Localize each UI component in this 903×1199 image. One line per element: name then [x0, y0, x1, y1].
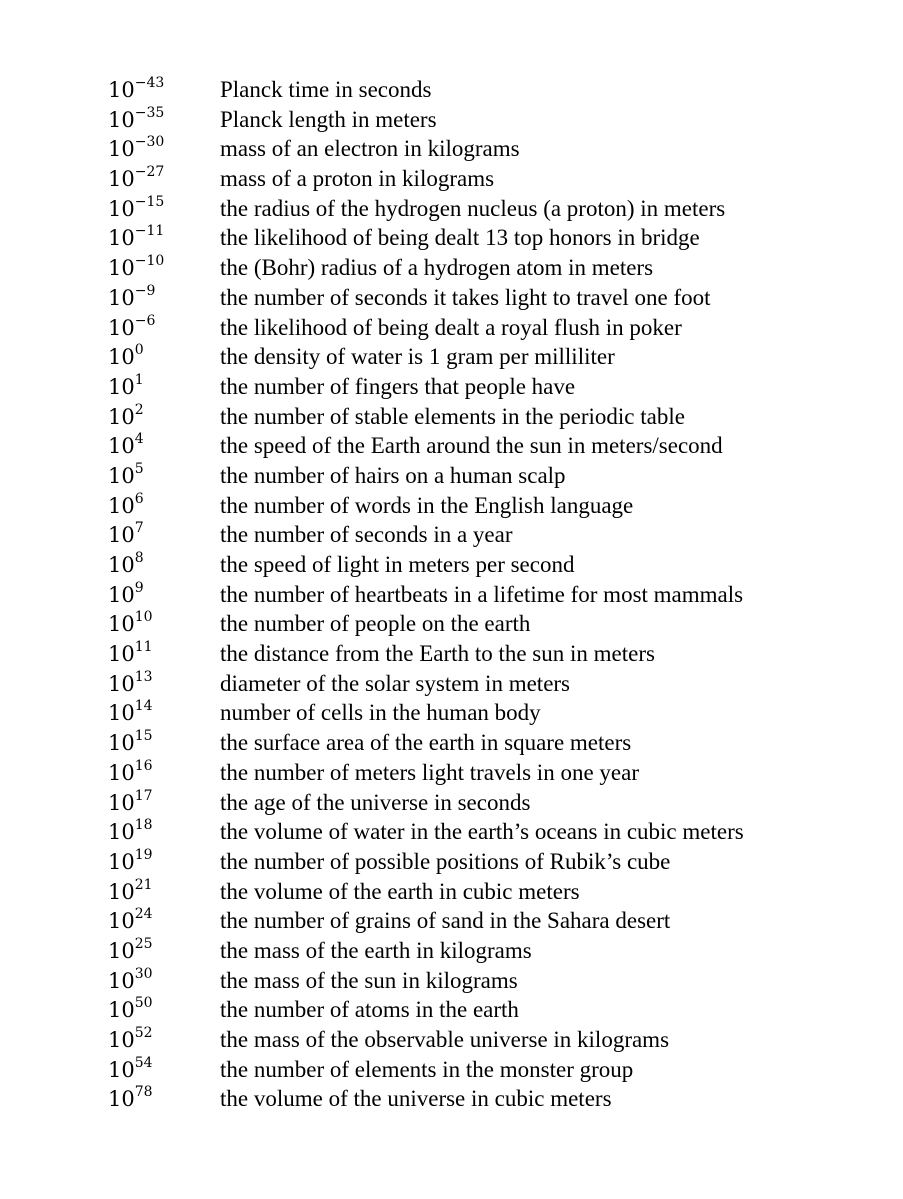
power-base: 10	[108, 167, 135, 192]
power-of-ten	[108, 967, 220, 997]
description: the mass of the observable universe in kilograms	[220, 1027, 670, 1052]
list-item	[108, 966, 888, 996]
power-of-ten	[108, 284, 220, 314]
description: Planck time in seconds	[220, 77, 432, 102]
power-exponent: −43	[134, 75, 165, 91]
list-item	[108, 877, 888, 907]
description: the number of hairs on a human scalp	[220, 462, 566, 488]
power-base: 10	[108, 879, 135, 904]
description: the number of people on the earth	[220, 611, 531, 637]
power-exponent: 10	[134, 609, 153, 626]
power-base: 10	[108, 345, 135, 370]
list-item	[108, 75, 888, 105]
power-base: 10	[108, 820, 135, 845]
power-base: 10	[108, 196, 135, 221]
power-of-ten	[108, 224, 220, 254]
description: the distance from the Earth to the sun in meters	[220, 641, 655, 667]
power-base: 10	[108, 553, 135, 577]
power-of-ten	[108, 1026, 220, 1056]
power-of-ten	[108, 521, 220, 551]
list-item	[108, 461, 888, 491]
list-item	[108, 223, 888, 253]
power-exponent: 5	[134, 460, 144, 477]
list-item	[108, 580, 888, 610]
power-base: 10	[108, 671, 135, 696]
list-item	[108, 817, 888, 847]
description: mass of a proton in kilograms	[220, 166, 495, 192]
power-base: 10	[108, 107, 135, 132]
power-of-ten	[108, 432, 220, 462]
power-of-ten	[108, 165, 220, 195]
description: the number of words in the English language	[220, 492, 634, 518]
power-base: 10	[108, 493, 135, 518]
power-exponent: 1	[134, 371, 144, 388]
description: Planck length in meters	[220, 106, 437, 132]
power-of-ten	[108, 759, 220, 789]
powers-of-ten-list	[108, 75, 888, 1114]
list-item	[108, 758, 888, 788]
list-item	[108, 1055, 888, 1085]
power-of-ten	[108, 937, 220, 967]
list-item	[108, 342, 888, 372]
list-item	[108, 402, 888, 432]
power-base: 10	[108, 968, 135, 993]
list-item	[108, 134, 888, 164]
description: the mass of the earth in kilograms	[220, 937, 532, 963]
power-of-ten	[108, 699, 220, 729]
power-exponent: −15	[134, 193, 165, 210]
power-base: 10	[108, 78, 135, 102]
description: the number of grains of sand in the Sahara desert	[220, 908, 671, 934]
description: the volume of the earth in cubic meters	[220, 878, 580, 904]
list-item	[108, 194, 888, 224]
description: the volume of water in the earth’s oceans in cubic meters	[220, 819, 744, 845]
power-base: 10	[108, 315, 135, 340]
power-base: 10	[108, 790, 135, 815]
list-item	[108, 313, 888, 343]
power-base: 10	[108, 642, 135, 667]
description: the number of stable elements in the periodic table	[220, 403, 685, 429]
description: the number of elements in the monster group	[220, 1056, 634, 1082]
power-base: 10	[108, 1028, 135, 1052]
power-of-ten	[108, 818, 220, 848]
description: the mass of the sun in kilograms	[220, 967, 518, 993]
power-exponent: 11	[134, 639, 153, 656]
power-exponent: 54	[134, 1054, 153, 1071]
list-item	[108, 906, 888, 936]
power-exponent: 78	[134, 1084, 153, 1101]
power-exponent: −30	[134, 134, 165, 151]
power-base: 10	[108, 404, 135, 429]
power-exponent: 21	[134, 876, 153, 893]
power-exponent: 30	[134, 965, 153, 982]
power-exponent: −11	[134, 223, 165, 240]
list-item	[108, 936, 888, 966]
power-of-ten	[108, 403, 220, 433]
power-of-ten	[108, 848, 220, 878]
power-of-ten	[108, 343, 220, 373]
description: the number of seconds in a year	[220, 522, 513, 548]
power-exponent: 52	[134, 1025, 153, 1041]
power-base: 10	[108, 137, 135, 162]
power-base: 10	[108, 612, 135, 637]
power-base: 10	[108, 434, 135, 459]
power-of-ten	[108, 640, 220, 670]
power-exponent: −10	[134, 253, 165, 270]
power-exponent: 4	[134, 431, 144, 448]
power-base: 10	[108, 909, 135, 934]
power-base: 10	[108, 701, 135, 726]
power-of-ten	[108, 551, 220, 581]
list-item	[108, 1084, 888, 1114]
power-exponent: 13	[134, 668, 153, 685]
description: number of cells in the human body	[220, 700, 541, 726]
power-base: 10	[108, 582, 135, 607]
power-exponent: −27	[134, 164, 165, 181]
power-of-ten	[108, 76, 220, 106]
power-exponent: 15	[134, 728, 153, 745]
list-item	[108, 698, 888, 728]
list-item	[108, 372, 888, 402]
list-item	[108, 491, 888, 521]
power-exponent: 8	[134, 550, 144, 566]
description: the likelihood of being dealt a royal flush in poker	[220, 314, 682, 340]
list-item	[108, 431, 888, 461]
power-of-ten	[108, 1085, 220, 1115]
list-item	[108, 847, 888, 877]
power-exponent: 2	[134, 401, 144, 418]
power-of-ten	[108, 314, 220, 344]
description: the number of atoms in the earth	[220, 997, 519, 1023]
list-item	[108, 639, 888, 669]
list-item	[108, 788, 888, 818]
list-item	[108, 283, 888, 313]
power-exponent: 50	[134, 995, 153, 1012]
description: the volume of the universe in cubic meters	[220, 1086, 612, 1112]
description: the radius of the hydrogen nucleus (a proton) in meters	[220, 195, 726, 221]
power-base: 10	[108, 226, 135, 251]
power-of-ten	[108, 729, 220, 759]
power-of-ten	[108, 373, 220, 403]
power-base: 10	[108, 256, 135, 281]
power-of-ten	[108, 254, 220, 284]
description: the density of water is 1 gram per milliliter	[220, 344, 615, 370]
power-base: 10	[108, 998, 135, 1023]
power-exponent: 7	[134, 520, 144, 537]
list-item	[108, 669, 888, 699]
power-exponent: 0	[134, 342, 144, 359]
description: the number of fingers that people have	[220, 373, 576, 399]
power-exponent: 9	[134, 579, 144, 596]
list-item	[108, 253, 888, 283]
list-item	[108, 550, 888, 580]
power-of-ten	[108, 135, 220, 165]
description: the (Bohr) radius of a hydrogen atom in meters	[220, 255, 654, 281]
power-of-ten	[108, 610, 220, 640]
power-exponent: 25	[134, 935, 153, 952]
power-exponent: 16	[134, 757, 153, 774]
power-base: 10	[108, 1057, 135, 1082]
description: mass of an electron in kilograms	[220, 136, 520, 162]
power-of-ten	[108, 1056, 220, 1086]
power-base: 10	[108, 374, 135, 399]
description: the speed of light in meters per second	[220, 552, 575, 577]
power-exponent: 19	[134, 846, 153, 863]
power-of-ten	[108, 789, 220, 819]
power-base: 10	[108, 1087, 135, 1112]
power-of-ten	[108, 670, 220, 700]
description: the number of meters light travels in one year	[220, 759, 639, 785]
list-item	[108, 995, 888, 1025]
description: the surface area of the earth in square meters	[220, 730, 632, 756]
list-item	[108, 105, 888, 135]
list-item	[108, 164, 888, 194]
power-exponent: −9	[134, 282, 156, 299]
power-of-ten	[108, 462, 220, 492]
power-of-ten	[108, 106, 220, 136]
power-exponent: −6	[134, 312, 156, 329]
power-base: 10	[108, 285, 135, 310]
power-of-ten	[108, 492, 220, 522]
power-base: 10	[108, 463, 135, 488]
list-item	[108, 609, 888, 639]
power-of-ten	[108, 907, 220, 937]
power-of-ten	[108, 996, 220, 1026]
power-base: 10	[108, 849, 135, 874]
description: the number of seconds it takes light to travel one foot	[220, 284, 711, 310]
power-of-ten	[108, 581, 220, 611]
description: the number of possible positions of Rubik’s cube	[220, 848, 671, 874]
list-item	[108, 728, 888, 758]
power-base: 10	[108, 938, 135, 963]
description: the number of heartbeats in a lifetime for most mammals	[220, 581, 744, 607]
list-item	[108, 520, 888, 550]
power-exponent: 18	[134, 817, 153, 834]
power-base: 10	[108, 523, 135, 548]
power-exponent: 24	[134, 906, 153, 923]
description: diameter of the solar system in meters	[220, 670, 571, 696]
power-of-ten	[108, 878, 220, 908]
power-base: 10	[108, 731, 135, 756]
power-exponent: 17	[134, 787, 153, 804]
description: the speed of the Earth around the sun in meters/second	[220, 433, 723, 459]
description: the likelihood of being dealt 13 top honors in bridge	[220, 225, 700, 251]
description: the age of the universe in seconds	[220, 789, 531, 815]
power-exponent: 14	[134, 698, 153, 715]
power-base: 10	[108, 760, 135, 785]
power-exponent: −35	[134, 104, 165, 121]
list-item	[108, 1025, 888, 1055]
power-of-ten	[108, 195, 220, 225]
power-exponent: 6	[134, 490, 144, 507]
